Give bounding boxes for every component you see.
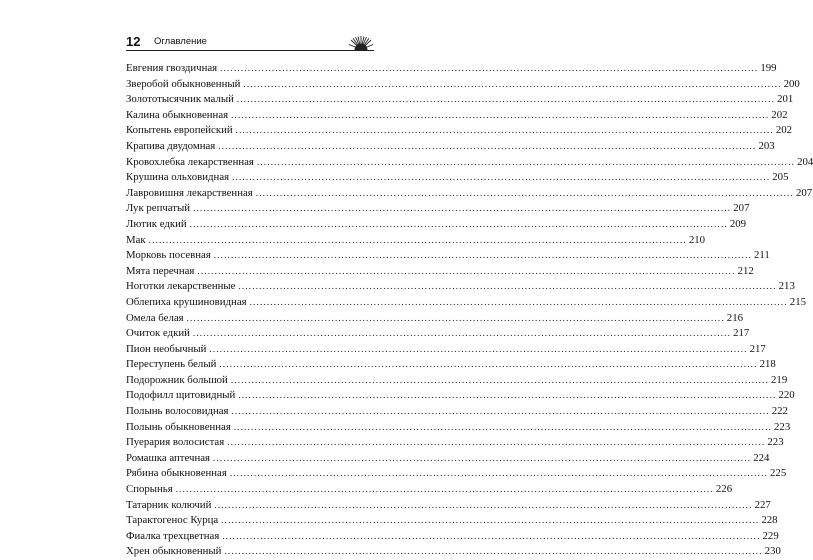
header-rule bbox=[126, 50, 374, 51]
toc-entry[interactable] bbox=[126, 155, 813, 171]
toc-entry-page-number: 211 bbox=[753, 249, 770, 262]
toc-entry[interactable] bbox=[126, 544, 781, 560]
toc-entry[interactable] bbox=[126, 139, 775, 155]
toc-entry-page-number: 213 bbox=[778, 280, 795, 293]
toc-entry-title: Полынь обыкновенная bbox=[126, 420, 231, 433]
toc-entry-page-number: 199 bbox=[760, 62, 777, 74]
toc-entry-page-number: 200 bbox=[783, 77, 800, 90]
toc-entry-title: Подофилл щитовидный bbox=[126, 389, 236, 402]
toc-entry-page-number: 203 bbox=[758, 139, 775, 152]
toc-leader-dots bbox=[257, 155, 795, 171]
toc-leader-dots bbox=[197, 264, 735, 280]
toc-leader-dots bbox=[214, 248, 752, 264]
toc-entry-page-number: 224 bbox=[753, 451, 770, 464]
toc-leader-dots bbox=[250, 295, 788, 311]
toc-entry[interactable] bbox=[126, 61, 777, 77]
toc-leader-dots bbox=[227, 435, 765, 451]
toc-entry[interactable] bbox=[126, 295, 806, 311]
table-of-contents bbox=[126, 61, 813, 560]
toc-entry-page-number: 218 bbox=[759, 358, 776, 371]
toc-leader-dots bbox=[222, 529, 760, 545]
toc-entry[interactable] bbox=[126, 92, 794, 108]
toc-entry-title: Золототысячник малый bbox=[126, 93, 234, 106]
toc-leader-dots bbox=[149, 233, 687, 249]
toc-entry[interactable] bbox=[126, 513, 778, 529]
toc-leader-dots bbox=[224, 544, 762, 560]
toc-leader-dots bbox=[243, 77, 781, 93]
toc-entry[interactable] bbox=[126, 186, 813, 202]
toc-entry-page-number: 210 bbox=[688, 233, 706, 246]
toc-entry-title: Омела белая bbox=[126, 311, 184, 324]
toc-entry-title: Полынь волосовидная bbox=[126, 405, 229, 418]
toc-entry-page-number: 223 bbox=[767, 436, 784, 449]
toc-entry-title: Евгения гвоздичная bbox=[126, 62, 218, 74]
toc-leader-dots bbox=[220, 61, 758, 77]
toc-entry[interactable] bbox=[126, 357, 776, 373]
toc-entry-title: Хрен обыкновенный bbox=[126, 545, 222, 558]
toc-entry-title: Облепиха крушиновидная bbox=[126, 295, 247, 308]
toc-entry-page-number: 222 bbox=[771, 405, 788, 418]
toc-leader-dots bbox=[238, 388, 776, 404]
toc-leader-dots bbox=[230, 466, 768, 482]
toc-entry[interactable] bbox=[126, 123, 793, 139]
toc-entry[interactable] bbox=[126, 342, 766, 358]
toc-entry-title: Морковь посевная bbox=[126, 249, 211, 262]
toc-leader-dots bbox=[187, 311, 725, 327]
toc-entry-title: Кровохлебка лекарственная bbox=[126, 155, 254, 168]
toc-entry[interactable] bbox=[126, 451, 770, 467]
toc-entry-title: Рябина обыкновенная bbox=[126, 467, 227, 480]
toc-entry-page-number: 225 bbox=[770, 467, 787, 480]
toc-leader-dots bbox=[231, 108, 769, 124]
toc-entry-page-number: 209 bbox=[729, 217, 747, 230]
toc-entry[interactable] bbox=[126, 529, 779, 545]
toc-entry[interactable] bbox=[126, 201, 750, 217]
toc-entry-title: Очиток едкий bbox=[126, 327, 190, 340]
toc-entry-page-number: 202 bbox=[775, 124, 793, 137]
toc-entry-page-number: 217 bbox=[749, 342, 766, 355]
toc-leader-dots bbox=[218, 139, 756, 155]
toc-entry-page-number: 230 bbox=[764, 545, 781, 558]
toc-entry-title: Мята перечная bbox=[126, 264, 195, 277]
toc-entry-page-number: 204 bbox=[797, 155, 813, 168]
page-header bbox=[126, 34, 374, 54]
toc-entry[interactable] bbox=[126, 435, 784, 451]
toc-entry-page-number: 212 bbox=[737, 264, 754, 277]
toc-entry[interactable] bbox=[126, 388, 795, 404]
toc-entry-title: Ромашка аптечная bbox=[126, 451, 211, 464]
toc-entry-title: Спорынья bbox=[126, 483, 173, 496]
toc-entry-title: Лавровишня лекарственная bbox=[126, 186, 253, 199]
toc-entry-page-number: 207 bbox=[795, 186, 813, 199]
toc-entry-title: Копытень европейский bbox=[126, 124, 233, 137]
toc-entry-page-number: 228 bbox=[761, 514, 778, 527]
toc-entry-title: Пуерария волосистая bbox=[126, 436, 225, 449]
toc-leader-dots bbox=[256, 186, 794, 202]
toc-entry[interactable] bbox=[126, 108, 788, 124]
toc-entry-page-number: 220 bbox=[778, 389, 795, 402]
toc-entry-page-number: 201 bbox=[777, 93, 794, 106]
toc-leader-dots bbox=[234, 420, 772, 436]
toc-leader-dots bbox=[232, 170, 770, 186]
toc-entry[interactable] bbox=[126, 311, 743, 327]
toc-entry[interactable] bbox=[126, 77, 800, 93]
toc-entry-title: Тарактогенос Курца bbox=[126, 514, 219, 527]
toc-entry-title: Мак bbox=[126, 233, 146, 246]
toc-entry-title: Переступень белый bbox=[126, 358, 217, 371]
toc-leader-dots bbox=[214, 498, 752, 514]
toc-leader-dots bbox=[209, 342, 747, 358]
toc-entry-page-number: 216 bbox=[726, 311, 743, 324]
toc-entry[interactable] bbox=[126, 326, 750, 342]
toc-entry-title: Татарник колючий bbox=[126, 498, 212, 511]
toc-entry-title: Лютик едкий bbox=[126, 217, 187, 230]
toc-entry[interactable] bbox=[126, 233, 706, 249]
toc-leader-dots bbox=[219, 357, 757, 373]
sun-icon bbox=[348, 34, 374, 51]
toc-entry-title: Подорожник большой bbox=[126, 373, 228, 386]
toc-entry[interactable] bbox=[126, 170, 789, 186]
page-number: 12 bbox=[126, 34, 141, 49]
toc-entry-page-number: 215 bbox=[789, 295, 806, 308]
toc-leader-dots bbox=[232, 404, 770, 420]
toc-entry[interactable] bbox=[126, 279, 795, 295]
toc-leader-dots bbox=[193, 201, 731, 217]
toc-entry-page-number: 202 bbox=[771, 108, 788, 121]
toc-entry-title: Лук репчатый bbox=[126, 202, 191, 215]
toc-leader-dots bbox=[238, 279, 776, 295]
toc-leader-dots bbox=[176, 482, 714, 498]
toc-entry[interactable] bbox=[126, 420, 791, 436]
toc-leader-dots bbox=[236, 123, 774, 139]
toc-leader-dots bbox=[193, 326, 731, 342]
toc-entry-page-number: 226 bbox=[715, 483, 733, 496]
toc-entry[interactable] bbox=[126, 498, 771, 514]
toc-entry-page-number: 227 bbox=[754, 498, 771, 511]
toc-entry[interactable] bbox=[126, 373, 788, 389]
toc-entry-page-number: 217 bbox=[733, 327, 750, 340]
toc-entry[interactable] bbox=[126, 264, 754, 280]
toc-leader-dots bbox=[231, 373, 769, 389]
toc-entry[interactable] bbox=[126, 482, 733, 498]
toc-entry-page-number: 229 bbox=[762, 529, 779, 542]
toc-leader-dots bbox=[190, 217, 728, 233]
toc-entry-page-number: 219 bbox=[771, 373, 788, 386]
toc-leader-dots bbox=[237, 92, 775, 108]
toc-entry[interactable] bbox=[126, 466, 787, 482]
toc-leader-dots bbox=[221, 513, 759, 529]
toc-entry-title: Калина обыкновенная bbox=[126, 108, 229, 121]
toc-entry-page-number: 205 bbox=[772, 171, 789, 184]
header-title: Оглавление bbox=[154, 36, 207, 47]
toc-entry-title: Пион необычный bbox=[126, 342, 207, 355]
toc-entry[interactable] bbox=[126, 248, 770, 264]
toc-entry-title: Крапива двудомная bbox=[126, 139, 216, 152]
toc-entry[interactable] bbox=[126, 217, 747, 233]
toc-entry[interactable] bbox=[126, 404, 788, 420]
toc-entry-title: Крушина ольховидная bbox=[126, 171, 230, 184]
toc-entry-title: Ноготки лекарственные bbox=[126, 280, 236, 293]
toc-entry-title: Фиалка трехцветная bbox=[126, 529, 220, 542]
toc-entry-page-number: 223 bbox=[774, 420, 791, 433]
toc-leader-dots bbox=[213, 451, 751, 467]
toc-entry-page-number: 207 bbox=[733, 202, 750, 215]
toc-entry-title: Зверобой обыкновенный bbox=[126, 77, 241, 90]
